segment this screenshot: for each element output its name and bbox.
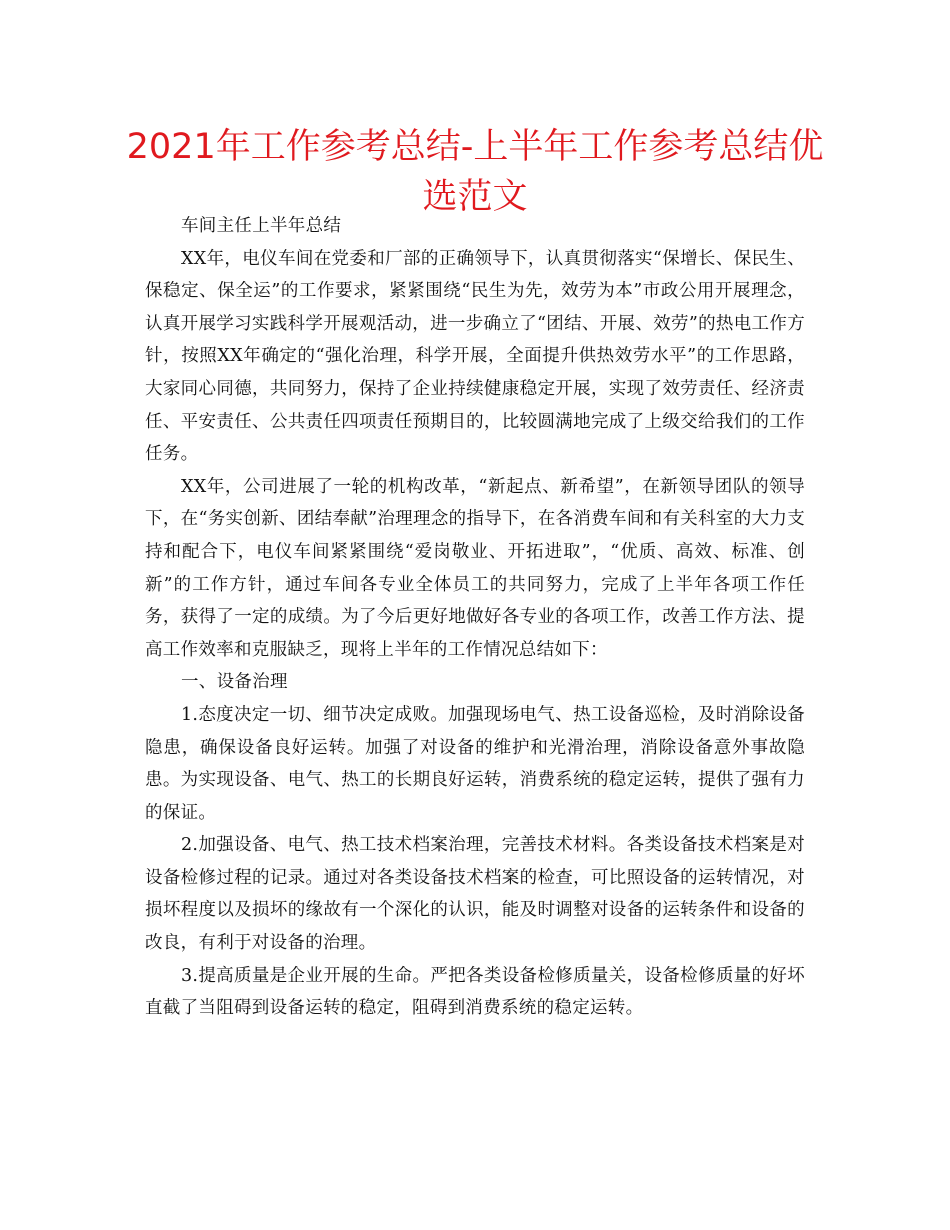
paragraph: XX年，电仪车间在党委和厂部的正确领导下，认真贯彻落实“保增长、保民生、保稳定、保全运”的工作要求，紧紧围绕“民生为先，效劳为本”市政公用开展理念，认真开展学习实践科学开展观活动，进一步确立了“团结、开展、效劳”的热电工作方针，按照XX年确定的“强化治理，科学开展，全面提升供热效劳水平”的工作思路，大家同心同德，共同努力，保持了企业持续健康稳定开展，实现了效劳责任、经济责任、平安责任、公共责任四项责任预期目的，比较圆满地完成了上级交给我们的工作任务。 — [145, 248, 805, 465]
paragraph: XX年，公司进展了一轮的机构改革，“新起点、新希望”，在新领导团队的领导下，在“务实创新、团结奉献”治理理念的指导下，在各消费车间和有关科室的大力支持和配合下，电仪车间紧紧围绕“爱岗敬业、开拓进取”，“优质、高效、标准、创新”的工作方针，通过车间各专业全体员工的共同努力，完成了上半年各项工作任务，获得了一定的成绩。为了今后更好地做好各专业的各项工作，改善工作方法、提高工作效率和克服缺乏，现将上半年的工作情况总结如下： — [145, 476, 805, 660]
paragraph: 2.加强设备、电气、热工技术档案治理，完善技术材料。各类设备技术档案是对设备检修过程的记录。通过对各类设备技术档案的检查，可比照设备的运转情况，对损坏程度以及损坏的缘故有一个深化的认识，能及时调整对设备的运转条件和设备的改良，有利于对设备的治理。 — [145, 835, 805, 954]
paragraph-subtitle: 车间主任上半年总结 — [181, 216, 342, 236]
paragraph: 3.提高质量是企业开展的生命。严把各类设备检修质量关，设备检修质量的好坏直截了当阻碍到设备运转的稳定，阻碍到消费系统的稳定运转。 — [145, 965, 805, 1019]
paragraph: 1.态度决定一切、细节决定成败。加强现场电气、热工设备巡检，及时消除设备隐患，确保设备良好运转。加强了对设备的维护和光滑治理，消除设备意外事故隐患。为实现设备、电气、热工的长期良好运转，消费系统的稳定运转，提供了强有力的保证。 — [145, 704, 805, 823]
section-heading: 一、设备治理 — [181, 672, 288, 693]
document-title: 2021年工作参考总结-上半年工作参考总结优选范文 — [126, 127, 824, 217]
document-body — [145, 210, 805, 1025]
